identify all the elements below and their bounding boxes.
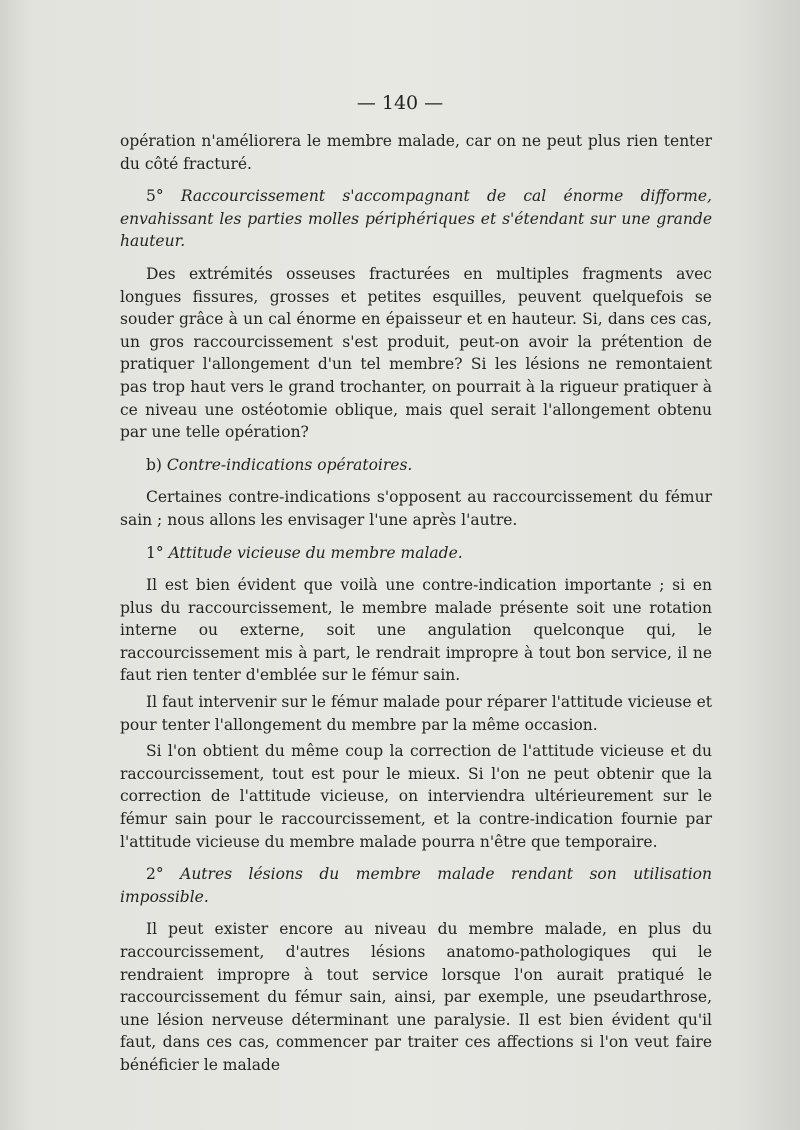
heading-marker: b) — [146, 455, 162, 474]
paragraph: Il faut intervenir sur le fémur malade pour réparer l'attitude vicieuse et pour tenter l'allongement du membre par la même occasion. — [120, 693, 712, 734]
paragraph: Des extrémités osseuses fracturées en multiples fragments avec longues fissures, grosses et petites esquilles, peuvent quelquefois se souder grâce à un cal énorme en épaisseur et en hauteur. Si, dans ces cas, un gros raccourcissement s'est produit, peut-on avoir la prétention de pratiquer l'allongement d'un tel membre? Si les lésions ne remontaient pas trop haut vers le grand trochanter, on pourrait à la rigueur pratiquer à ce niveau une ostéotomie oblique, mais quel serait l'allongement obtenu par une telle opération? — [120, 264, 712, 442]
heading-text: Contre-indications opératoires. — [166, 455, 413, 474]
heading-marker: 5° — [146, 187, 164, 206]
section-heading — [120, 863, 712, 908]
paragraph: Il est bien évident que voilà une contre-indication importante ; si en plus du raccourcissement, le membre malade présente soit une rotation interne ou externe, soit une angulation quelconque qui, le raccourcissement mis à part, le rendrait impropre à tout bon service, il ne faut rien tenter d'emblée sur le fémur sain. — [120, 576, 712, 685]
section-heading — [120, 542, 712, 565]
paragraph: Si l'on obtient du même coup la correction de l'attitude vicieuse et du raccourcissement, tout est pour le mieux. Si l'on ne peut obtenir que la correction de l'attitude vicieuse, on interviendra ultérieurement sur le fémur sain pour le raccourcissement, et la contre-indication fournie par l'attitude vicieuse du membre malade pourra n'être que temporaire. — [120, 742, 712, 851]
paragraph: Il peut exister encore au niveau du membre malade, en plus du raccourcissement, d'autres lésions anatomo-pathologiques qui le rendraient impropre à tout service lorsque l'on aurait pratiqué le raccourcissement du fémur sain, ainsi, par exemple, une pseudarthrose, une lésion nerveuse déterminant une paralysie. Il est bien évident qu'il faut, dans ces cas, commencer par traiter ces affections si l'on veut faire bénéficier le malade — [120, 920, 712, 1074]
section-heading — [120, 454, 712, 477]
heading-marker: 1° — [146, 543, 164, 562]
body-text — [120, 130, 712, 1077]
paragraph: opération n'améliorera le membre malade, car on ne peut plus rien tenter du côté fracturé. — [120, 132, 712, 173]
heading-marker: 2° — [146, 865, 164, 884]
page-number: — 140 — — [356, 92, 444, 114]
heading-text: Attitude vicieuse du membre malade. — [168, 543, 463, 562]
heading-text: Raccourcissement s'accompagnant de cal énorme difforme, envahissant les parties molles périphériques et s'étendant sur une grande hauteur. — [120, 187, 712, 251]
paragraph: Certaines contre-indications s'opposent au raccourcissement du fémur sain ; nous allons les envisager l'une après l'autre. — [120, 488, 712, 529]
section-heading — [120, 185, 712, 253]
heading-text: Autres lésions du membre malade rendant son utilisation impossible. — [120, 865, 712, 906]
